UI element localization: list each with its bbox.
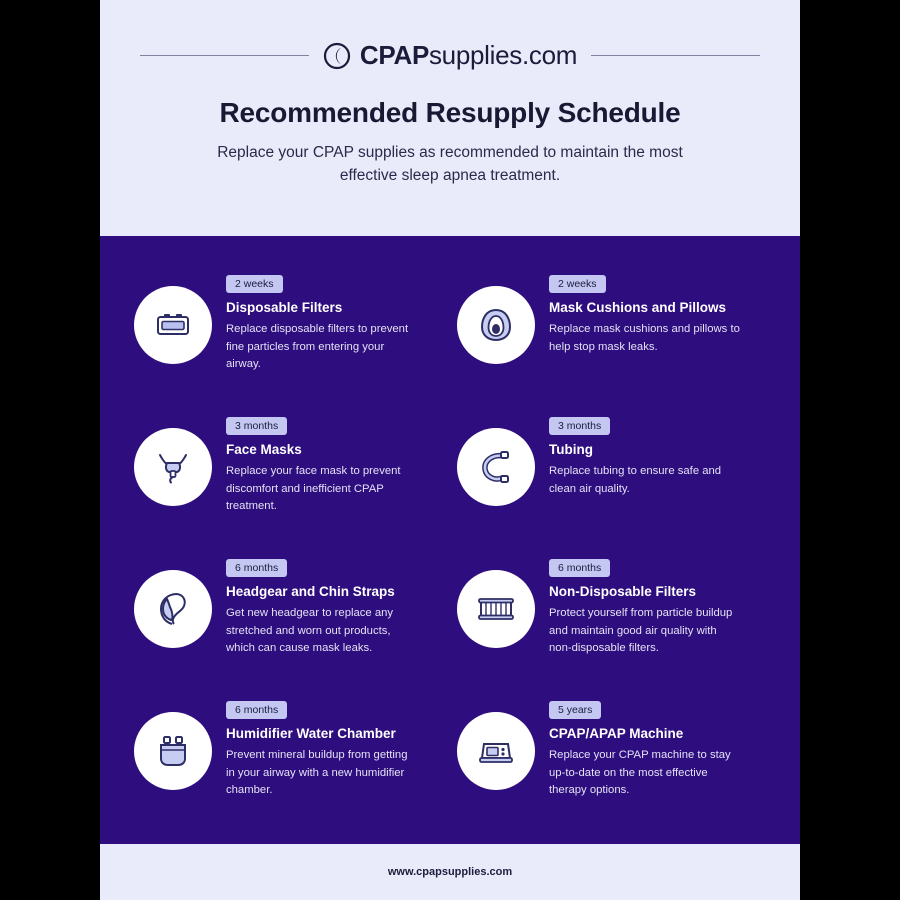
brand-name bbox=[360, 40, 577, 71]
moon-circle-icon bbox=[323, 42, 351, 70]
item-text bbox=[549, 556, 741, 658]
face-mask-icon bbox=[151, 445, 195, 489]
cpap-machine-icon bbox=[473, 728, 519, 774]
item-title: Headgear and Chin Straps bbox=[226, 584, 395, 599]
status-badge: 2 weeks bbox=[549, 275, 606, 293]
item-title: Non-Disposable Filters bbox=[549, 584, 697, 599]
item-description: Protect yourself from particle buildup and maintain good air quality with non-disposable filters. bbox=[549, 607, 733, 654]
icon-circle bbox=[134, 712, 212, 790]
item-text bbox=[226, 414, 418, 516]
schedule-item bbox=[134, 414, 443, 556]
status-badge: 6 months bbox=[549, 559, 610, 577]
item-title: Humidifier Water Chamber bbox=[226, 726, 396, 741]
item-description: Replace tubing to ensure safe and clean air quality. bbox=[549, 465, 722, 495]
item-text bbox=[549, 698, 741, 800]
item-title: Disposable Filters bbox=[226, 300, 343, 315]
item-text bbox=[226, 556, 418, 658]
logo-row bbox=[140, 40, 760, 71]
footer-website-link[interactable]: www.cpapsupplies.com bbox=[387, 866, 513, 878]
item-title: Mask Cushions and Pillows bbox=[549, 300, 727, 315]
status-badge: 6 months bbox=[226, 559, 287, 577]
divider-right bbox=[591, 55, 760, 56]
item-description: Replace disposable filters to prevent fine particles from entering your airway. bbox=[226, 323, 409, 370]
icon-circle bbox=[457, 570, 535, 648]
footer bbox=[100, 844, 800, 900]
brand-logo[interactable] bbox=[323, 40, 577, 71]
item-description: Replace your CPAP machine to stay up-to-date on the most effective therapy options. bbox=[549, 749, 731, 796]
brand-name-light: supplies.com bbox=[428, 40, 578, 70]
headgear-icon bbox=[151, 587, 195, 631]
schedule-item bbox=[457, 698, 766, 840]
icon-circle bbox=[457, 712, 535, 790]
status-badge: 2 weeks bbox=[226, 275, 283, 293]
item-text bbox=[226, 698, 418, 800]
item-description: Prevent mineral buildup from getting in your airway with a new humidifier chamber. bbox=[226, 749, 408, 796]
item-text bbox=[549, 414, 741, 498]
status-badge: 3 months bbox=[549, 417, 610, 435]
icon-circle bbox=[134, 570, 212, 648]
schedule-item bbox=[134, 556, 443, 698]
icon-circle bbox=[134, 428, 212, 506]
mask-cushion-icon bbox=[474, 303, 518, 347]
status-badge: 6 months bbox=[226, 701, 287, 719]
schedule-item bbox=[134, 698, 443, 840]
page-title: Recommended Resupply Schedule bbox=[219, 97, 681, 128]
item-description: Replace your face mask to prevent discomfort and inefficient CPAP treatment. bbox=[226, 465, 401, 512]
item-text bbox=[226, 272, 418, 374]
icon-circle bbox=[457, 286, 535, 364]
infographic-page bbox=[100, 0, 800, 900]
tubing-icon bbox=[474, 445, 518, 489]
icon-circle bbox=[457, 428, 535, 506]
header bbox=[100, 0, 800, 236]
schedule-item bbox=[134, 272, 443, 414]
brand-name-bold: CPAP bbox=[359, 40, 429, 70]
humidifier-chamber-icon bbox=[151, 729, 195, 773]
item-title: Tubing bbox=[549, 442, 593, 457]
disposable-filter-icon bbox=[151, 303, 195, 347]
non-disposable-filter-icon bbox=[473, 586, 519, 632]
page-subtitle: Replace your CPAP supplies as recommended to maintain the most effective sleep apnea treatment. bbox=[217, 144, 683, 185]
schedule-item bbox=[457, 272, 766, 414]
schedule-grid bbox=[134, 272, 766, 840]
icon-circle bbox=[134, 286, 212, 364]
status-badge: 3 months bbox=[226, 417, 287, 435]
item-title: CPAP/APAP Machine bbox=[549, 726, 684, 741]
divider-left bbox=[140, 55, 309, 56]
schedule-section bbox=[100, 236, 800, 844]
item-description: Get new headgear to replace any stretched and worn out products, which can cause mask leaks. bbox=[226, 607, 394, 654]
item-description: Replace mask cushions and pillows to help stop mask leaks. bbox=[549, 323, 740, 353]
item-text bbox=[549, 272, 741, 356]
status-badge: 5 years bbox=[549, 701, 601, 719]
item-title: Face Masks bbox=[226, 442, 302, 457]
schedule-item bbox=[457, 556, 766, 698]
schedule-item bbox=[457, 414, 766, 556]
